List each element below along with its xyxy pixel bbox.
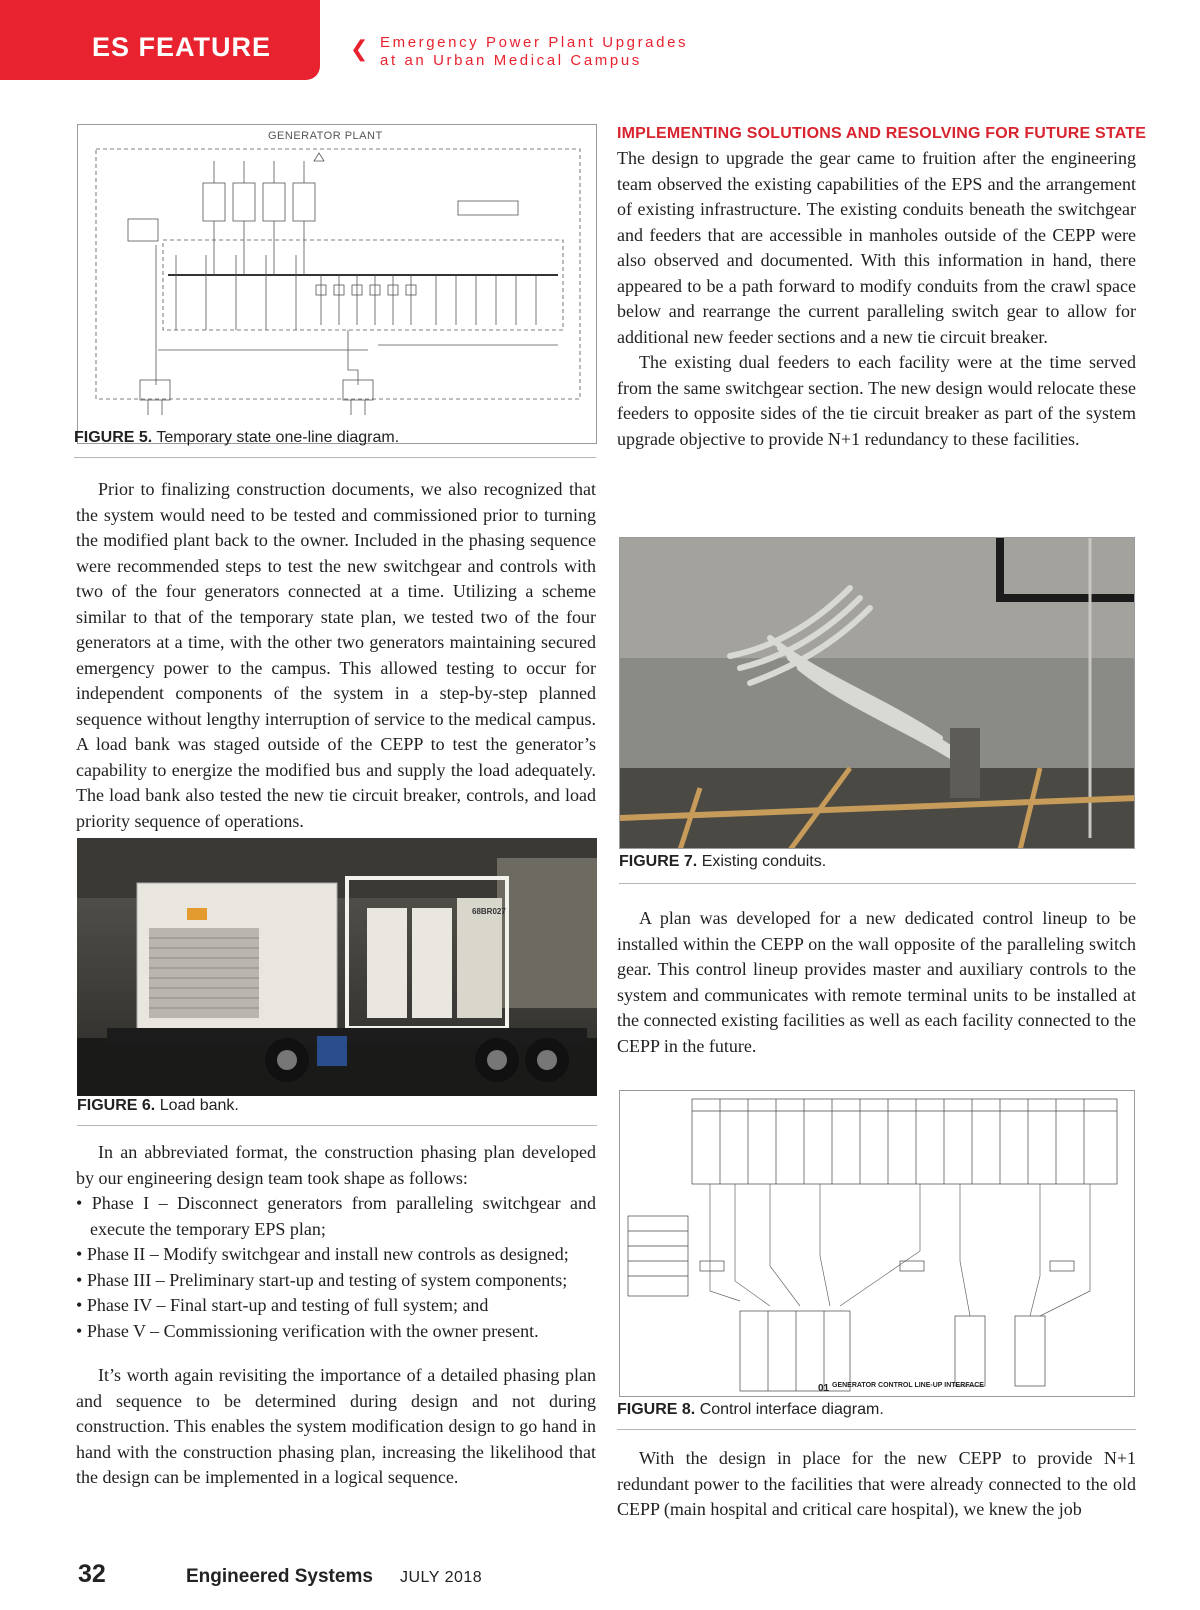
left-paragraph-2 bbox=[76, 1140, 596, 1344]
figure-5-text: Temporary state one-line diagram. bbox=[156, 429, 400, 446]
figure-7-photo bbox=[619, 537, 1135, 849]
load-bank-photo bbox=[77, 838, 597, 1096]
warning-triangle-icon bbox=[314, 153, 324, 161]
figure-6-text: Load bank. bbox=[159, 1097, 239, 1114]
figure-8-caption bbox=[617, 1401, 884, 1419]
figure-8-text: Control interface diagram. bbox=[699, 1401, 884, 1418]
section-heading: IMPLEMENTING SOLUTIONS AND RESOLVING FOR FUTURE STATE bbox=[617, 125, 1147, 142]
figure-6-label: FIGURE 6. bbox=[77, 1097, 156, 1114]
phase-item: • Phase IV – Final start-up and testing of full system; and bbox=[76, 1293, 596, 1319]
phase-item: • Phase V – Commissioning verification with the owner present. bbox=[76, 1319, 596, 1345]
caption-divider bbox=[74, 457, 596, 458]
right-paragraph-2-text: The existing dual feeders to each facility were at the time served from the same switchgear section. The new design would relocate these feeders to opposite sides of the tie circuit breaker as part of the system upgrade objective to provide N+1 redundancy to these facilities. bbox=[617, 352, 1136, 449]
figure-8-label: FIGURE 8. bbox=[617, 1401, 696, 1418]
caption-divider bbox=[619, 883, 1136, 884]
phase-item: • Phase III – Preliminary start-up and testing of system components; bbox=[76, 1268, 596, 1294]
figure-5-caption bbox=[74, 429, 399, 447]
left-paragraph-1 bbox=[76, 477, 596, 834]
figure-6-caption bbox=[77, 1097, 239, 1115]
diagram-title: GENERATOR PLANT bbox=[268, 130, 383, 142]
caption-divider bbox=[77, 1125, 597, 1126]
figure-5-label: FIGURE 5. bbox=[74, 429, 153, 446]
left-paragraph-3-text: It’s worth again revisiting the importance of a detailed phasing plan and sequence to be determined during design and not during construction. This enables the system modification design to go hand in hand with the construction phasing plan, increasing the likelihood that the design can be implemented in a logical sequence. bbox=[76, 1365, 596, 1487]
figure-7-caption bbox=[619, 853, 826, 871]
phase-item: • Phase II – Modify switchgear and install new controls as designed; bbox=[76, 1242, 596, 1268]
right-paragraph-3-text: A plan was developed for a new dedicated control lineup to be installed within the CEPP on the wall opposite of the paralleling switch gear. This control lineup provides master and auxiliary controls to the system and communicates with remote terminal units to be installed at the connected existing facilities as well as each facility connected to the CEPP in the future. bbox=[617, 908, 1136, 1056]
issue-date: JULY 2018 bbox=[400, 1569, 483, 1586]
magazine-name: Engineered Systems bbox=[186, 1566, 373, 1587]
right-paragraph-4-text: With the design in place for the new CEPP to provide N+1 redundant power to the facilities that were already connected to the old CEPP (main hospital and critical care hospital), we knew the job bbox=[617, 1448, 1136, 1519]
article-title-line1: Emergency Power Plant Upgrades bbox=[380, 34, 689, 51]
diagram-number: 01 bbox=[818, 1383, 830, 1394]
control-interface-diagram bbox=[620, 1091, 1135, 1397]
left-paragraph-1-text: Prior to finalizing construction documents, we also recognized that the system would need to be tested and commissioned prior to turning the modified plant back to the owner. Included in the phasing sequence were recommended steps to test the new switchgear and controls with two of the four generators connected at a time. Utilizing a scheme similar to that of the temporary state plan, we tested two of the four generators at a time, with the other two generators maintaining secured emergency power to the campus. This allowed testing to occur for independent components of the system in a step-by-step planned sequence without lengthy interruption of service to the medical campus. A load bank was staged outside of the CEPP to test the generator’s capability to energize the modified bus and supply the load adequately. The load bank also tested the new tie circuit breaker, controls, and load priority sequence of operations. bbox=[76, 479, 596, 831]
caption-divider bbox=[617, 1429, 1136, 1430]
article-title bbox=[380, 34, 688, 70]
figure-5-diagram bbox=[77, 124, 597, 444]
trailer-id: 68BR027 bbox=[472, 907, 506, 916]
right-paragraph-3 bbox=[617, 906, 1136, 1059]
right-paragraph-1-text: The design to upgrade the gear came to fruition after the engineering team observed the existing capabilities of the EPS and the arrangement of existing infrastructure. The existing conduits beneath the switchgear and feeders that are accessible in manholes outside of the CEPP were also observed and documented. With this information in hand, there appeared to be a path forward to modify conduits from the crawl space below and rearrange the current paralleling switch gear to allow for additional new feeder sections and a new tie circuit breaker. bbox=[617, 148, 1136, 347]
chevron-left-icon: ❮ bbox=[350, 37, 369, 62]
figure-8-diagram bbox=[619, 1090, 1135, 1397]
phasing-intro: In an abbreviated format, the construction phasing plan developed by our engineering design team took shape as follows: bbox=[76, 1142, 596, 1188]
figure-6-photo bbox=[77, 838, 597, 1096]
section-tag-label: ES FEATURE bbox=[92, 32, 272, 62]
right-paragraph-4 bbox=[617, 1446, 1136, 1523]
conduits-photo bbox=[620, 538, 1135, 849]
section-tag bbox=[0, 0, 320, 80]
article-title-line2: at an Urban Medical Campus bbox=[380, 52, 642, 69]
phase-list bbox=[76, 1191, 596, 1344]
one-line-diagram bbox=[78, 125, 597, 444]
figure-7-label: FIGURE 7. bbox=[619, 853, 698, 870]
diagram-title: GENERATOR CONTROL LINE-UP INTERFACE bbox=[832, 1382, 984, 1389]
page-number: 32 bbox=[78, 1560, 106, 1588]
left-paragraph-3 bbox=[76, 1363, 596, 1491]
right-paragraph-1 bbox=[617, 146, 1136, 452]
phase-item: • Phase I – Disconnect generators from paralleling switchgear and execute the temporary EPS plan; bbox=[76, 1191, 596, 1242]
figure-7-text: Existing conduits. bbox=[701, 853, 827, 870]
